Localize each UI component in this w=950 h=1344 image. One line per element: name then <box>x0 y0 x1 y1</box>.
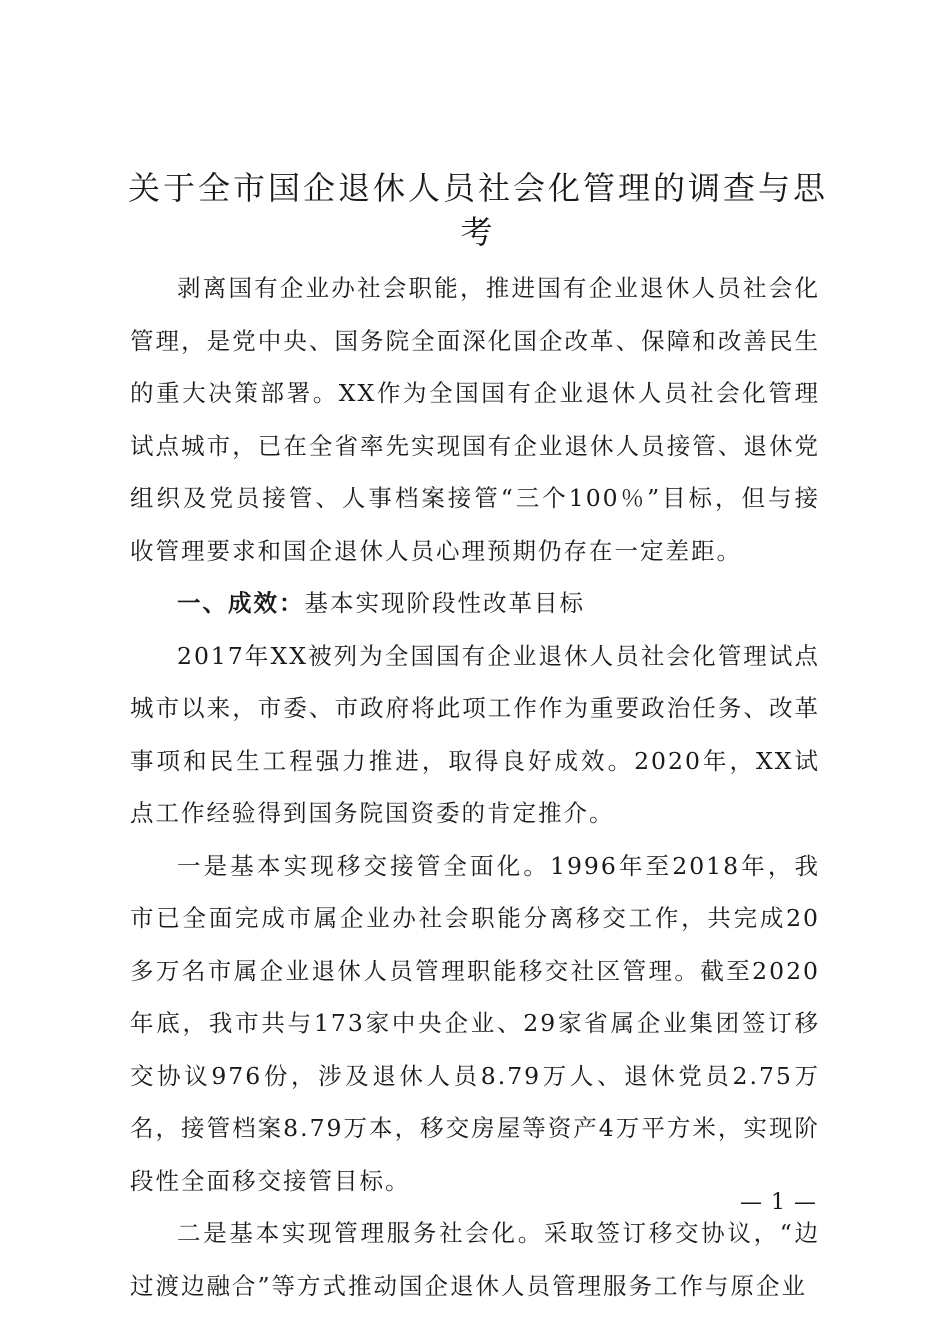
paragraph-intro: 剥离国有企业办社会职能，推进国有企业退休人员社会化管理，是党中央、国务院全面深化国企改革、保障和改善民生的重大决策部署。XX作为全国国有企业退休人员社会化管理试点城市，已在全省率先实现国有企业退休人员接管、退休党组织及党员接管、人事档案接管“三个100％”目标，但与接收管理要求和国企退休人员心理预期仍存在一定差距。 <box>130 274 820 565</box>
paragraph-4: 二是基本实现管理服务社会化。采取签订移交协议，“边过渡边融合”等方式推动国企退休人员管理服务工作与原企业 <box>130 1219 820 1300</box>
section-heading-title: 基本实现阶段性改革目标 <box>304 589 585 617</box>
section-heading-label: 一、成效： <box>177 589 305 617</box>
section-heading-1 <box>130 577 820 630</box>
paragraph-3: 一是基本实现移交接管全面化。1996年至2018年，我市已全面完成市属企业办社会职能分离移交工作，共完成20多万名市属企业退休人员管理职能移交社区管理。截至2020年底，我市共与173家中央企业、29家省属企业集团签订移交协议976份，涉及退休人员8.79万人、退休党员2.75万名，接管档案8.79万本，移交房屋等资产4万平方米，实现阶段性全面移交接管目标。 <box>130 851 820 1195</box>
paragraph-2: 2017年XX被列为全国国有企业退休人员社会化管理试点城市以来，市委、市政府将此项工作作为重要政治任务、改革事项和民生工程强力推进，取得良好成效。2020年，XX试点工作经验得到国务院国资委的肯定推介。 <box>130 641 820 827</box>
page-number: — 1 — <box>740 1190 817 1215</box>
document-title: 关于全市国企退休人员社会化管理的调查与思考 <box>127 169 828 251</box>
document-body <box>130 262 820 1312</box>
